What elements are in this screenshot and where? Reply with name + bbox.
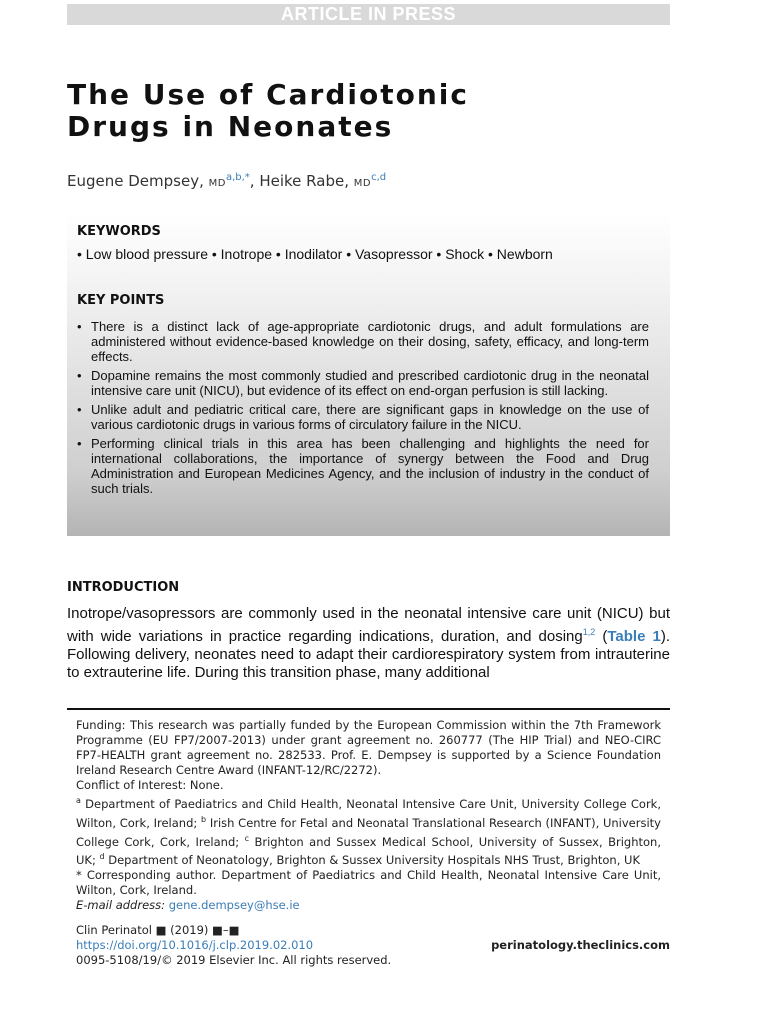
email-link[interactable]: gene.dempsey@hse.ie (168, 898, 300, 913)
conflict-note: Conflict of Interest: None. (76, 778, 224, 792)
key-points-heading: KEY POINTS (77, 293, 165, 308)
journal-citation: Clin Perinatol ■ (2019) ■–■ (76, 923, 240, 937)
footnotes (76, 718, 661, 913)
keywords-keypoints-box (67, 214, 670, 536)
email-line (76, 898, 661, 913)
author-line (67, 172, 386, 190)
email-label: E-mail address: (76, 898, 166, 913)
author-1-name: Eugene Dempsey, (67, 172, 204, 190)
author-2-degree: MD (353, 178, 372, 189)
key-points-list (77, 319, 649, 500)
intro-text-1: Inotrope/vasopressors are commonly used in the neonatal intensive care unit (NICU) but with wide variations in practice regarding indications, duration, and dosing (67, 605, 670, 645)
aff-c: Brighton and Sussex Medical School, University of Sussex, Brighton, UK; (76, 834, 661, 868)
article-title (67, 79, 469, 143)
aff-b-marker: b (201, 814, 207, 824)
keywords-list: • Low blood pressure • Inotrope • Inodilator • Vasopressor • Shock • Newborn (77, 246, 553, 262)
introduction-paragraph (67, 605, 670, 682)
aff-b: Irish Centre for Fetal and Neonatal Translational Research (INFANT), University College Cork, Cork, Ireland; (76, 815, 661, 849)
article-in-press-banner: ARTICLE IN PRESS (67, 4, 670, 25)
introduction-heading: INTRODUCTION (67, 580, 180, 595)
corresponding-author-note: * Corresponding author. Department of Paediatrics and Child Health, Neonatal Intensive Care Unit, Wilton, Cork, Ireland. (76, 868, 661, 898)
affiliations-note (76, 793, 661, 868)
aff-c-marker: c (244, 833, 249, 843)
title-line-1: The Use of Cardiotonic (67, 78, 469, 111)
author-2-affiliations[interactable]: c,d (371, 172, 387, 183)
author-1-affiliations[interactable]: a,b,* (225, 172, 250, 183)
key-point-item: • Performing clinical trials in this area has been challenging and highlights the need for international collaborations, the importance of synergy between the Food and Drug Administration and European Medicines Agency, and the inclusion of industry in the conduct of such trials. (77, 436, 649, 496)
footnote-divider (67, 708, 670, 710)
key-point-item: • Dopamine remains the most commonly studied and prescribed cardiotonic drug in the neonatal intensive care unit (NICU), but evidence of its effect on end-organ perfusion is still lacking. (77, 368, 649, 398)
funding-note: Funding: This research was partially funded by the European Commission within the 7th Framework Programme (EU FP7/2007-2013) under grant agreement no. 260777 (The HIP Trial) and NEO-CIRC FP7-HEALTH grant agreement no. 282533. Prof. E. Dempsey is supported by a Science Foundation Ireland Research Centre Award (INFANT-12/RC/2272). (76, 718, 661, 777)
author-1-degree: MD (208, 178, 226, 189)
doi-link[interactable]: https://doi.org/10.1016/j.clp.2019.02.010 (76, 938, 314, 952)
title-line-2: Drugs in Neonates (67, 110, 394, 143)
reference-link-1-2[interactable]: 1,2 (582, 627, 596, 637)
keywords-heading: KEYWORDS (77, 224, 161, 239)
aff-a-marker: a (76, 796, 81, 805)
author-separator: , Heike Rabe, (249, 172, 349, 190)
aff-d: Department of Neonatology, Brighton & Sussex University Hospitals NHS Trust, Brighton, UK (104, 853, 640, 868)
table-1-link[interactable]: Table 1 (607, 628, 661, 645)
citation-footer (76, 923, 670, 968)
journal-website[interactable]: perinatology.theclinics.com (491, 938, 670, 952)
copyright-line: 0095-5108/19/© 2019 Elsevier Inc. All rights reserved. (76, 953, 392, 967)
key-point-item: • Unlike adult and pediatric critical care, there are significant gaps in knowledge on the use of various cardiotonic drugs in various forms of circulatory failure in the NICU. (77, 402, 649, 432)
aff-a: Department of Paediatrics and Child Health, Neonatal Intensive Care Unit, University College Cork, Wilton, Cork, Ireland; (76, 796, 661, 830)
intro-text-3: ). Following delivery, neonates need to adapt their cardiorespiratory system from intrauterine to extrauterine life. During this transition phase, many additional (67, 628, 671, 681)
aff-d-marker: d (99, 852, 105, 862)
intro-text-2: ( (602, 628, 608, 645)
key-point-item: • There is a distinct lack of age-appropriate cardiotonic drugs, and adult formulations are administered without evidence-based knowledge on their dosing, safety, efficacy, and long-term effects. (77, 319, 649, 364)
